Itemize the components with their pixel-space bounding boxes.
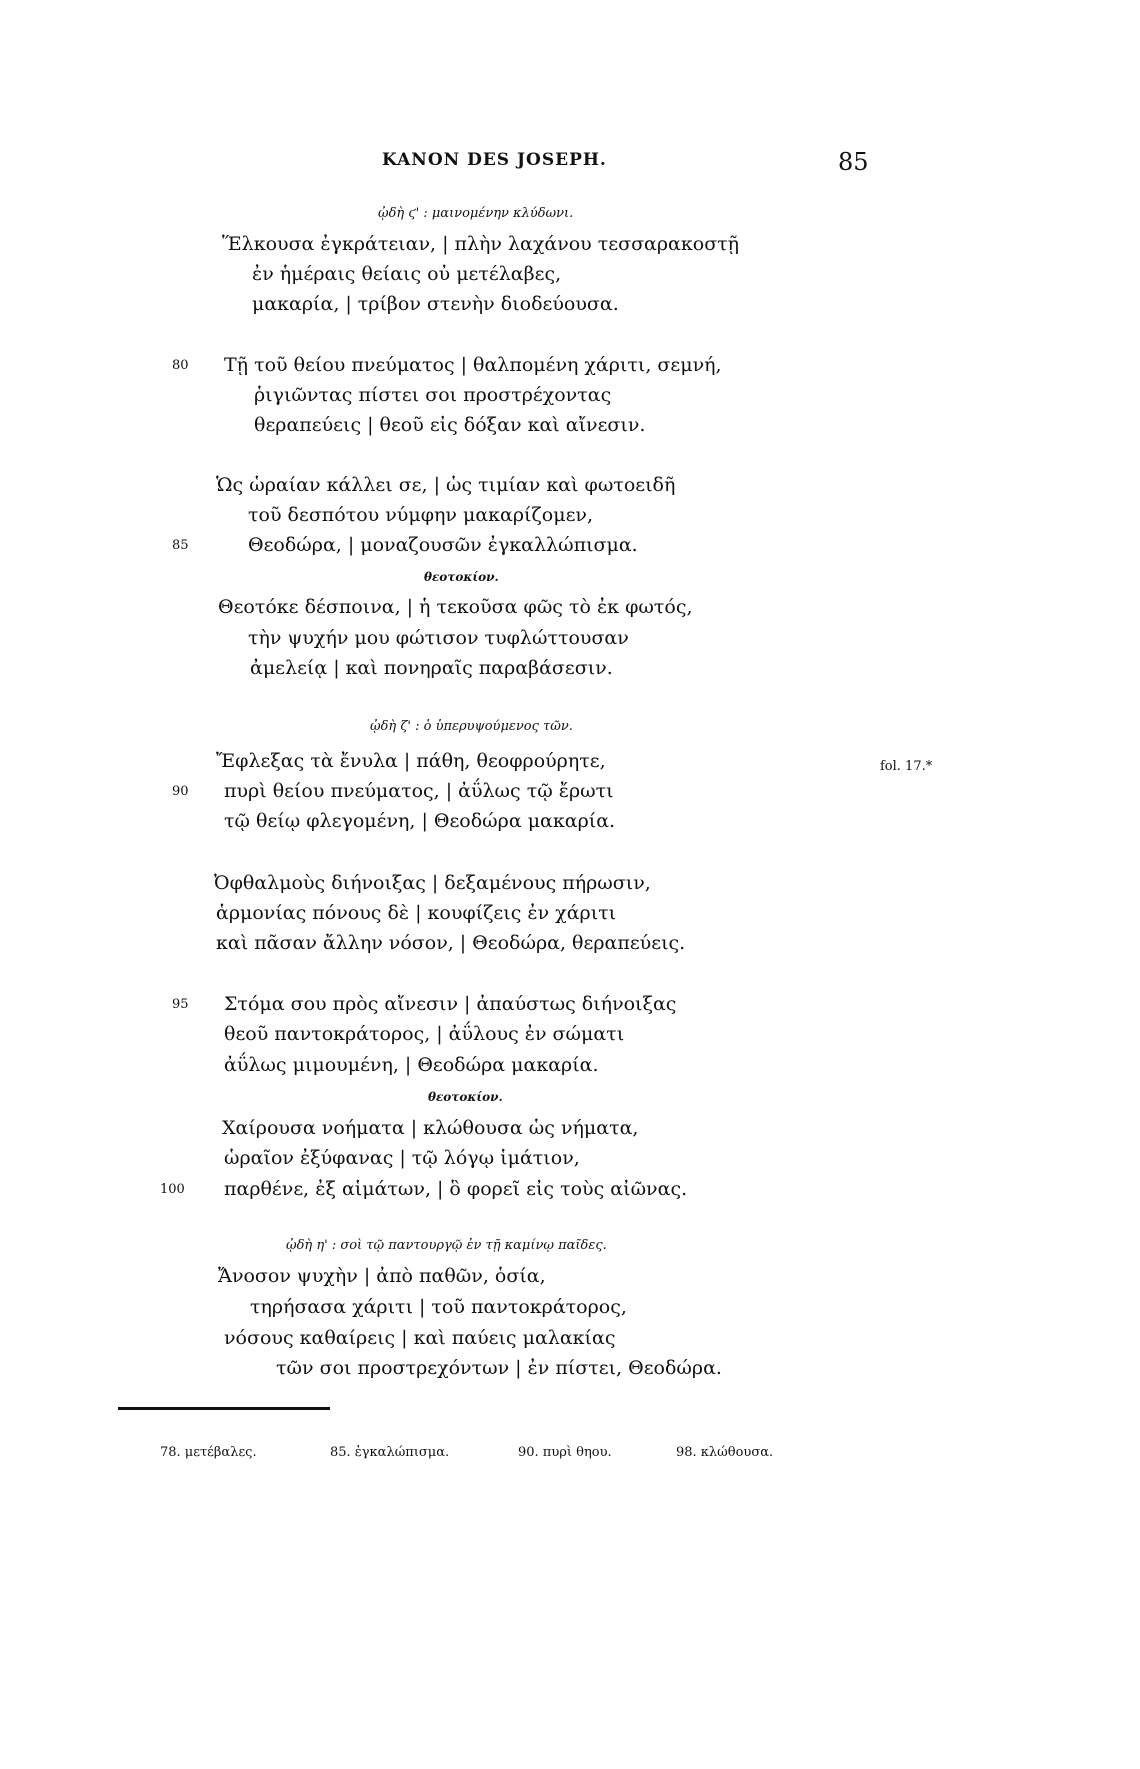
caesura-mark: | [399, 1147, 406, 1169]
verse-hemistich: ἀΰλως τῷ ἔρωτι [458, 780, 614, 802]
verse-line [216, 902, 616, 924]
verse-line [224, 1327, 615, 1349]
verse-hemistich: τηρήσασα χάριτι [250, 1296, 414, 1318]
caesura-mark: | [403, 750, 411, 772]
ode-heading: ᾠδὴ ϛ' : μαινομένην κλύδωνι. [378, 206, 574, 221]
verse-line [224, 993, 676, 1015]
verse-hemistich: κλώθουσα ὡς νήματα, [423, 1117, 639, 1139]
line-number: 80 [172, 358, 189, 373]
verse-line [224, 780, 614, 802]
verse-line [216, 474, 675, 496]
verse-hemistich: ὡραῖον ἐξύφανας [224, 1147, 394, 1169]
verse-hemistich: πάθη, θεοφρούρητε, [416, 750, 606, 772]
verse-line [224, 810, 615, 832]
verse-hemistich: τῷ θείῳ φλεγομένη, [224, 810, 416, 832]
verse-line [214, 872, 651, 894]
caesura-mark: | [401, 1327, 408, 1349]
caesura-mark: | [442, 233, 449, 255]
footnote: 85. ἐγκαλώπισμα. [330, 1445, 450, 1460]
verse-line [218, 1265, 546, 1287]
footnote: 98. κλώθουσα. [676, 1445, 774, 1460]
verse-hemistich: ἀπὸ παθῶν, ὁσία, [376, 1265, 546, 1287]
verse-line [254, 414, 645, 436]
footnote: 78. μετέβαλες. [160, 1445, 257, 1460]
verse-line [224, 1178, 687, 1200]
verse-line [216, 932, 685, 954]
caesura-mark: | [464, 993, 471, 1015]
verse-hemistich: Χαίρουσα νοήματα [222, 1117, 405, 1139]
verse-line [248, 504, 593, 526]
verse-hemistich: τοῦ δεσπότου νύμφην μακαρίζομεν, [248, 504, 594, 526]
caesura-mark: | [415, 902, 422, 924]
verse-hemistich: θαλπομένη χάριτι, σεμνή, [473, 354, 722, 376]
verse-hemistich: ἁρμονίας πόνους δὲ [216, 902, 410, 924]
folio-note: fol. 17.* [880, 759, 933, 774]
verse-hemistich: καὶ πᾶσαν ἄλλην νόσον, [216, 932, 454, 954]
verse-hemistich: Τῇ τοῦ θείου πνεύματος [224, 354, 455, 376]
footnote: 90. πυρὶ θηου. [518, 1445, 612, 1460]
verse-hemistich: τοῦ παντοκράτορος, [431, 1296, 627, 1318]
verse-hemistich: τρίβον στενὴν διοδεύουσα. [357, 293, 619, 315]
theotokion-heading: θεοτοκίον. [424, 570, 499, 584]
verse-hemistich: κουφίζεις ἐν χάριτι [427, 902, 617, 924]
verse-line [276, 1357, 722, 1379]
caesura-mark: | [333, 657, 340, 679]
verse-hemistich: ἀμελείᾳ [250, 657, 328, 679]
verse-hemistich: Ὀφθαλμοὺς διήνοιξας [214, 872, 426, 894]
verse-hemistich: καὶ παύεις μαλακίας [413, 1327, 616, 1349]
verse-hemistich: ἐν ἡμέραις θείαις οὐ μετέλαβες, [252, 263, 562, 285]
caesura-mark: | [431, 872, 439, 894]
page-number: 85 [838, 148, 869, 176]
verse-hemistich: Ἕλκουσα ἐγκράτειαν, [222, 233, 437, 255]
verse-hemistich: καὶ πονηραῖς παραβάσεσιν. [345, 657, 613, 679]
caesura-mark: | [433, 474, 440, 496]
verse-line [224, 1147, 580, 1169]
verse-line [222, 233, 739, 255]
verse-hemistich: τὴν ψυχήν μου φώτισον τυφλώττουσαν [248, 627, 629, 649]
verse-hemistich: πυρὶ θείου πνεύματος, [224, 780, 440, 802]
verse-line [252, 263, 561, 285]
verse-line [248, 627, 629, 649]
verse-hemistich: τῷ λόγῳ ἱμάτιον, [411, 1147, 580, 1169]
caesura-mark: | [460, 354, 468, 376]
caesura-mark: | [410, 1117, 418, 1139]
line-number: 100 [160, 1182, 185, 1197]
footnote-rule [118, 1407, 330, 1410]
caesura-mark: | [367, 414, 374, 436]
verse-hemistich: Θεοδώρα, θεραπεύεις. [472, 932, 686, 954]
verse-hemistich: Θεοδώρα μακαρία. [433, 810, 616, 832]
verse-hemistich: θεοῦ εἰς δόξαν καὶ αἴνεσιν. [379, 414, 646, 436]
line-number: 85 [172, 538, 189, 553]
line-number: 95 [172, 997, 189, 1012]
verse-hemistich: Θεοδώρα μακαρία. [417, 1054, 599, 1076]
verse-hemistich: Ὡς ὡραίαν κάλλει σε, [216, 474, 428, 496]
verse-line [216, 750, 606, 772]
verse-line [250, 1296, 627, 1318]
verse-line [254, 384, 611, 406]
caesura-mark: | [419, 1296, 426, 1318]
verse-hemistich: ῥιγιῶντας πίστει σοι προστρέχοντας [254, 384, 612, 406]
caesura-mark: | [421, 810, 428, 832]
caesura-mark: | [347, 534, 355, 556]
verse-hemistich: μοναζουσῶν ἐγκαλλώπισμα. [360, 534, 638, 556]
verse-line [222, 1117, 638, 1139]
caesura-mark: | [437, 1178, 444, 1200]
line-number: 90 [172, 784, 189, 799]
caesura-mark: | [459, 932, 467, 954]
verse-hemistich: πλὴν λαχάνου τεσσαρακοστῇ [454, 233, 740, 255]
verse-hemistich: θεοῦ παντοκράτορος, [224, 1023, 431, 1045]
verse-line [224, 1054, 599, 1076]
verse-hemistich: νόσους καθαίρεις [224, 1327, 396, 1349]
verse-hemistich: ἐν πίστει, Θεοδώρα. [527, 1357, 722, 1379]
verse-line [248, 534, 638, 556]
verse-hemistich: τῶν σοι προστρεχόντων [276, 1357, 510, 1379]
caesura-mark: | [445, 780, 453, 802]
theotokion-heading: θεοτοκίον. [428, 1090, 503, 1104]
verse-hemistich: θεραπεύεις [254, 414, 362, 436]
verse-line [224, 1023, 624, 1045]
caesura-mark: | [406, 596, 414, 618]
caesura-mark: | [404, 1054, 412, 1076]
verse-hemistich: ἀπαύστως διήνοιξας [476, 993, 677, 1015]
verse-hemistich: Ἔφλεξας τὰ ἔνυλα [216, 750, 398, 772]
verse-hemistich: ἀΰλως μιμουμένη, [224, 1054, 399, 1076]
verse-line [224, 354, 722, 376]
caesura-mark: | [515, 1357, 522, 1379]
verse-hemistich: ἡ τεκοῦσα φῶς τὸ ἐκ φωτός, [419, 596, 693, 618]
verse-hemistich: δεξαμένους πήρωσιν, [444, 872, 651, 894]
verse-hemistich: Στόμα σου πρὸς αἴνεσιν [224, 993, 459, 1015]
verse-hemistich: Θεοδώρα, [248, 534, 342, 556]
verse-hemistich: ὃ φορεῖ εἰς τοὺς αἰῶνας. [449, 1178, 688, 1200]
caesura-mark: | [363, 1265, 371, 1287]
verse-hemistich: ἀΰλους ἐν σώματι [448, 1023, 625, 1045]
verse-hemistich: μακαρία, [252, 293, 340, 315]
caesura-mark: | [345, 293, 352, 315]
ode-heading: ᾠδὴ ζ' : ὁ ὑπερυψούμενος τῶν. [370, 719, 573, 734]
verse-hemistich: παρθένε, ἐξ αἱμάτων, [224, 1178, 431, 1200]
verse-line [252, 293, 619, 315]
verse-hemistich: Θεοτόκε δέσποινα, [218, 596, 401, 618]
verse-hemistich: Ἄνοσον ψυχὴν [218, 1265, 358, 1287]
verse-line [250, 657, 613, 679]
running-header: KANON DES JOSEPH. [382, 150, 607, 170]
caesura-mark: | [436, 1023, 443, 1045]
verse-hemistich: ὡς τιμίαν καὶ φωτοειδῆ [445, 474, 676, 496]
ode-heading: ᾠδὴ η' : σοὶ τῷ παντουργῷ ἐν τῇ καμίνῳ παῖδες. [286, 1238, 607, 1253]
verse-line [218, 596, 693, 618]
